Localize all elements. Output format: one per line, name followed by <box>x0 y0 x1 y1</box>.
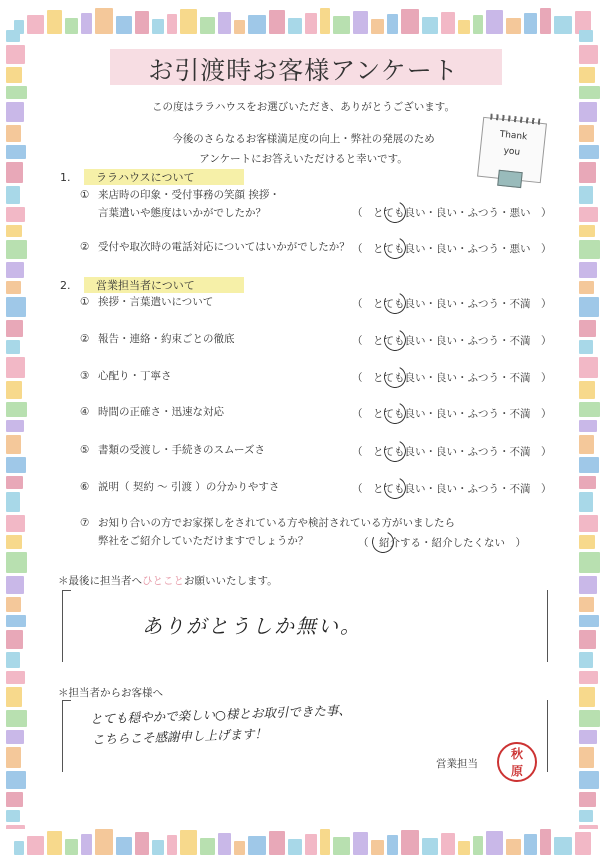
building-icon <box>6 492 20 512</box>
selection-circle <box>381 363 409 391</box>
building-icon <box>6 792 23 807</box>
building-icon <box>506 839 521 855</box>
building-icon <box>579 492 593 512</box>
building-icon <box>167 835 177 855</box>
building-icon <box>422 17 438 34</box>
building-icon <box>579 771 599 789</box>
building-icon <box>579 730 597 744</box>
building-icon <box>116 16 132 34</box>
building-icon <box>6 687 22 707</box>
building-icon <box>540 829 551 855</box>
building-icon <box>305 13 317 34</box>
building-icon <box>579 671 598 684</box>
s2-q4-text: 時間の正確さ・迅速な対応 <box>98 406 224 418</box>
building-icon <box>6 207 25 222</box>
building-icon <box>6 297 26 317</box>
building-icon <box>47 10 62 34</box>
s1-q1-line-1: 来店時の印象・受付事務の笑顔 挨拶・ <box>98 189 280 201</box>
building-icon <box>579 435 594 454</box>
building-icon <box>6 710 27 727</box>
building-icon <box>579 515 598 532</box>
building-icon <box>218 12 231 34</box>
selection-circle <box>381 437 409 465</box>
building-icon <box>14 841 24 855</box>
building-icon <box>579 186 593 204</box>
building-icon <box>6 535 22 549</box>
s1-question-2 <box>80 238 350 256</box>
building-border-right <box>579 30 601 829</box>
building-icon <box>579 615 599 627</box>
s2-q6-text: 説明（ 契約 ～ 引渡 ）の分かりやすさ <box>98 481 280 493</box>
building-icon <box>458 20 470 34</box>
building-icon <box>6 225 22 237</box>
s2-q3-choices: （ とても良い・良い・ふつう・不満 ） <box>352 372 552 384</box>
building-icon <box>579 535 595 549</box>
building-icon <box>47 831 62 855</box>
building-icon <box>473 836 483 855</box>
building-icon <box>135 832 149 855</box>
staff-label: 営業担当 <box>436 758 478 770</box>
s2-q4-number: ④ <box>80 406 90 418</box>
section-1-number: 1. <box>60 171 71 184</box>
s2-q2-text: 報告・連絡・約束ごとの徹底 <box>98 333 235 345</box>
building-icon <box>116 837 132 855</box>
building-icon <box>152 19 164 34</box>
building-icon <box>486 10 503 34</box>
building-icon <box>305 834 317 855</box>
section-2-number: 2. <box>60 279 71 292</box>
building-icon <box>234 841 245 855</box>
building-icon <box>524 13 537 34</box>
building-icon <box>579 652 593 668</box>
building-icon <box>401 830 419 855</box>
s2-q7-number: ⑦ <box>80 517 90 529</box>
building-icon <box>6 747 21 768</box>
building-icon <box>6 420 24 432</box>
s1-question-1 <box>80 186 280 222</box>
s1-q2-choices: （ とても良い・良い・ふつう・悪い ） <box>352 243 552 255</box>
building-icon <box>6 515 25 532</box>
ring-binding <box>490 114 540 125</box>
staff-message-label: ＊担当者からお客様へ <box>58 687 163 699</box>
building-icon <box>6 435 21 454</box>
s2-q3-text: 心配り・丁寧さ <box>98 370 172 382</box>
building-icon <box>579 262 597 278</box>
building-icon <box>579 297 599 317</box>
building-icon <box>6 86 27 99</box>
building-icon <box>579 476 596 489</box>
s1-q1-number: ① <box>80 189 90 201</box>
building-icon <box>497 170 523 188</box>
selection-circle <box>381 289 409 317</box>
thank-you-text-2: you <box>503 146 521 158</box>
s2-question-1 <box>80 293 213 311</box>
building-icon <box>579 357 598 378</box>
building-icon <box>6 320 23 337</box>
building-icon <box>387 14 398 34</box>
building-icon <box>579 207 598 222</box>
building-icon <box>579 240 600 259</box>
building-icon <box>441 12 455 34</box>
building-icon <box>579 825 598 829</box>
building-icon <box>554 16 572 34</box>
building-icon <box>248 836 266 855</box>
building-icon <box>200 838 215 855</box>
s1-q1-line-2: 言葉遣いや態度はいかがでしたか？ <box>98 207 266 219</box>
s2-q1-choices: （ とても良い・良い・ふつう・不満 ） <box>352 298 552 310</box>
building-icon <box>579 340 593 354</box>
building-icon <box>486 831 503 855</box>
selection-circle <box>381 234 409 262</box>
building-icon <box>6 552 27 573</box>
s2-q7-choices: （ 紹介する・紹介したくない ） <box>358 537 526 549</box>
building-icon <box>579 810 593 822</box>
s2-q5-number: ⑤ <box>80 444 90 456</box>
building-icon <box>6 576 24 594</box>
building-icon <box>579 597 594 612</box>
s2-question-2 <box>80 330 235 348</box>
building-icon <box>579 687 595 707</box>
building-icon <box>6 810 20 822</box>
building-icon <box>575 832 591 855</box>
building-icon <box>27 15 44 34</box>
building-icon <box>579 792 596 807</box>
building-icon <box>506 18 521 34</box>
building-icon <box>579 281 594 294</box>
building-icon <box>441 833 455 855</box>
building-icon <box>6 240 27 259</box>
building-icon <box>248 15 266 34</box>
building-icon <box>6 186 20 204</box>
building-icon <box>200 17 215 34</box>
staff-message-line-2: こちらこそ感謝申し上げます！ <box>91 725 268 748</box>
s2-q7-line-1: お知り合いの方でお家探しをされている方や検討されている方がいましたら <box>98 517 455 529</box>
s2-q7-line-2: 弊社をご紹介していただけますでしょうか？ <box>98 535 309 547</box>
building-icon <box>27 836 44 855</box>
building-icon <box>81 13 92 34</box>
building-icon <box>6 340 20 354</box>
building-icon <box>353 11 368 34</box>
intro-line-2: 今後のさらなるお客様満足度の向上・弊社の発展のため <box>172 133 435 145</box>
building-icon <box>579 86 600 99</box>
building-icon <box>152 840 164 855</box>
s2-q1-number: ① <box>80 296 90 308</box>
building-icon <box>554 837 572 855</box>
building-icon <box>65 18 78 34</box>
building-icon <box>579 30 593 42</box>
building-icon <box>6 457 26 473</box>
building-icon <box>6 281 21 294</box>
s2-q6-number: ⑥ <box>80 481 90 493</box>
s1-q1-choices: （ とても良い・良い・ふつう・悪い ） <box>352 207 552 219</box>
note-label-highlight: ひとこと <box>142 575 184 587</box>
customer-comment: ありがとうしか無い。 <box>142 614 362 638</box>
building-icon <box>6 825 25 829</box>
building-icon <box>6 30 20 42</box>
intro-line-3: アンケートにお答えいただけると幸いです。 <box>199 153 408 165</box>
building-icon <box>135 11 149 34</box>
building-icon <box>218 833 231 855</box>
building-icon <box>422 838 438 855</box>
building-icon <box>65 839 78 855</box>
thank-you-text-1: Thank <box>499 129 528 143</box>
selection-circle <box>381 474 409 502</box>
building-icon <box>579 381 595 399</box>
selection-circle <box>381 198 409 226</box>
building-icon <box>6 771 26 789</box>
building-icon <box>6 630 23 649</box>
building-icon <box>269 831 285 855</box>
stamp-char-2: 原 <box>510 764 523 778</box>
s2-q2-number: ② <box>80 333 90 345</box>
building-icon <box>579 630 596 649</box>
building-icon <box>333 16 350 34</box>
building-icon <box>95 829 113 855</box>
s2-q5-text: 書類の受渡し・手続きのスムーズさ <box>98 444 265 456</box>
s1-q2-number: ② <box>80 241 90 253</box>
s2-q4-choices: （ とても良い・良い・ふつう・不満 ） <box>352 408 552 420</box>
building-icon <box>6 402 27 417</box>
building-icon <box>579 420 597 432</box>
stamp-char-1: 秋 <box>510 747 523 761</box>
building-icon <box>269 10 285 34</box>
building-border-bottom <box>14 827 593 855</box>
s2-question-6 <box>80 478 279 496</box>
building-icon <box>579 320 596 337</box>
s2-q5-choices: （ とても良い・良い・ふつう・不満 ） <box>352 446 552 458</box>
building-icon <box>473 15 483 34</box>
building-icon <box>6 615 26 627</box>
building-border-top <box>14 6 593 34</box>
note-label-post: お願いいたします。 <box>184 575 278 587</box>
building-icon <box>579 710 600 727</box>
building-icon <box>320 8 330 34</box>
building-icon <box>180 9 197 34</box>
building-icon <box>6 730 24 744</box>
s2-q1-text: 挨拶・言葉遣いについて <box>98 296 214 308</box>
s2-question-4 <box>80 403 224 421</box>
building-icon <box>6 262 24 278</box>
s2-q6-choices: （ とても良い・良い・ふつう・不満 ） <box>352 483 552 495</box>
building-icon <box>6 652 20 668</box>
selection-circle <box>381 326 409 354</box>
thank-you-card <box>477 117 547 183</box>
building-icon <box>81 834 92 855</box>
building-icon <box>524 834 537 855</box>
building-icon <box>579 225 595 237</box>
building-icon <box>6 671 25 684</box>
building-icon <box>371 840 384 855</box>
building-icon <box>288 839 302 855</box>
s2-question-3 <box>80 367 172 385</box>
building-border-left <box>6 30 28 829</box>
section-2-heading: 営業担当者について <box>84 277 244 293</box>
staff-seal-stamp <box>497 742 537 782</box>
s2-q3-number: ③ <box>80 370 90 382</box>
s1-q2-line-1: 受付や取次時の電話対応についてはいかがでしたか？ <box>98 241 350 253</box>
building-icon <box>288 18 302 34</box>
selection-circle <box>381 399 409 427</box>
building-icon <box>180 830 197 855</box>
building-icon <box>333 837 350 855</box>
s2-question-5 <box>80 441 265 459</box>
building-icon <box>458 841 470 855</box>
building-icon <box>401 9 419 34</box>
building-icon <box>353 832 368 855</box>
section-1-heading: ララハウスについて <box>84 169 244 185</box>
building-icon <box>234 20 245 34</box>
building-icon <box>540 8 551 34</box>
s2-q2-choices: （ とても良い・良い・ふつう・不満 ） <box>352 335 552 347</box>
building-icon <box>6 381 22 399</box>
building-icon <box>167 14 177 34</box>
building-icon <box>6 476 23 489</box>
building-icon <box>320 829 330 855</box>
building-icon <box>579 576 597 594</box>
building-icon <box>579 747 594 768</box>
building-icon <box>579 552 600 573</box>
building-icon <box>6 597 21 612</box>
building-icon <box>6 357 25 378</box>
building-icon <box>371 19 384 34</box>
intro-line-1: この度はララハウスをお選びいただき、ありがとうございます。 <box>152 101 455 113</box>
page-title: お引渡時お客様アンケート <box>148 56 459 85</box>
note-to-staff-label <box>58 573 278 588</box>
building-icon <box>387 835 398 855</box>
staff-message-line-1: とても穏やかで楽しい○様とお取引できた事、 <box>89 702 352 727</box>
note-label-pre: ＊最後に担当者へ <box>58 575 142 587</box>
building-icon <box>579 457 599 473</box>
building-icon <box>95 8 113 34</box>
building-icon <box>579 402 600 417</box>
